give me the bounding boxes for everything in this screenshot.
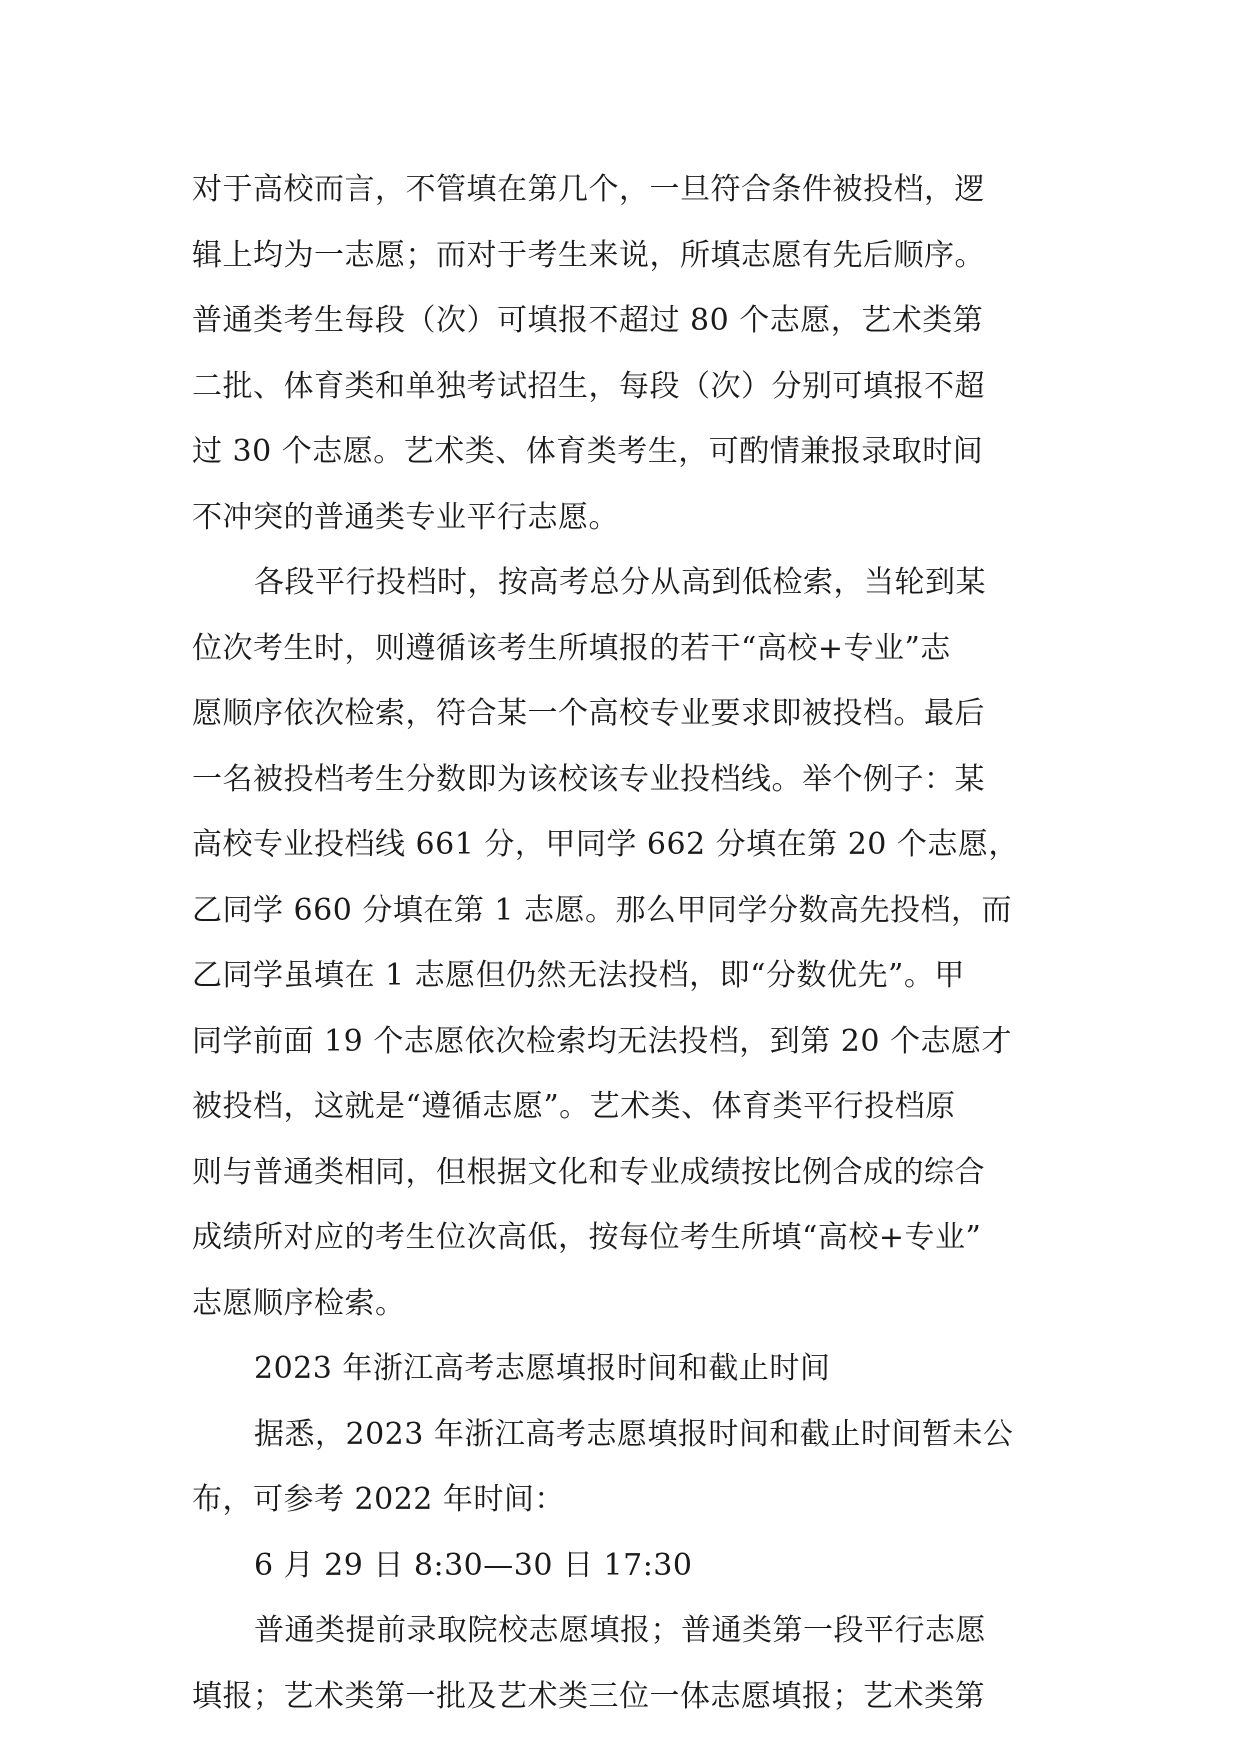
text-line: 据悉，2023 年浙江高考志愿填报时间和截止时间暂未公 [254,1416,1014,1452]
text-line: 各段平行投档时，按高考总分从高到低检索，当轮到某 [254,565,986,600]
text-line: 不冲突的普通类专业平行志愿。 [192,499,619,535]
text-line: 普通类考生每段（次）可填报不超过 80 个志愿，艺术类第 [192,303,984,338]
text-line: 二批、体育类和单独考试招生，每段（次）分别可填报不超 [192,368,985,404]
text-line: 成绩所对应的考生位次高低，按每位考生所填“高校+专业” [192,1220,982,1255]
text-line: 高校专业投档线 661 分，甲同学 662 分填在第 20 个志愿， [192,827,1019,862]
text-line: 填报；艺术类第一批及艺术类三位一体志愿填报；艺术类第 [192,1678,985,1714]
text-line: 则与普通类相同，但根据文化和专业成绩按比例合成的综合 [192,1154,985,1190]
text-line: 布，可参考 2022 年时间： [192,1482,565,1517]
text-line: 2023 年浙江高考志愿填报时间和截止时间 [254,1351,831,1386]
text-line: 同学前面 19 个志愿依次检索均无法投档，到第 20 个志愿才 [192,1023,1012,1059]
document-body [192,157,1062,1729]
text-line: 一名被投档考生分数即为该校该专业投档线。举个例子：某 [192,761,985,797]
text-line: 6 月 29 日 8:30—30 日 17:30 [254,1547,693,1583]
text-line: 被投档，这就是“遵循志愿”。艺术类、体育类平行投档原 [192,1089,956,1124]
text-line: 乙同学 660 分填在第 1 志愿。那么甲同学分数高先投档，而 [192,892,1012,928]
text-line: 乙同学虽填在 1 志愿但仍然无法投档，即“分数优先”。甲 [192,958,965,993]
text-line: 愿顺序依次检索，符合某一个高校专业要求即被投档。最后 [192,696,985,731]
text-line: 对于高校而言，不管填在第几个，一旦符合条件被投档，逻 [192,172,985,207]
text-line: 普通类提前录取院校志愿填报；普通类第一段平行志愿 [254,1613,986,1648]
text-line: 位次考生时，则遵循该考生所填报的若干“高校+专业”志 [192,630,951,666]
text-line: 志愿顺序检索。 [192,1285,406,1321]
text-line: 过 30 个志愿。艺术类、体育类考生，可酌情兼报录取时间 [192,434,984,469]
text-line: 辑上均为一志愿；而对于考生来说，所填志愿有先后顺序。 [192,237,985,273]
